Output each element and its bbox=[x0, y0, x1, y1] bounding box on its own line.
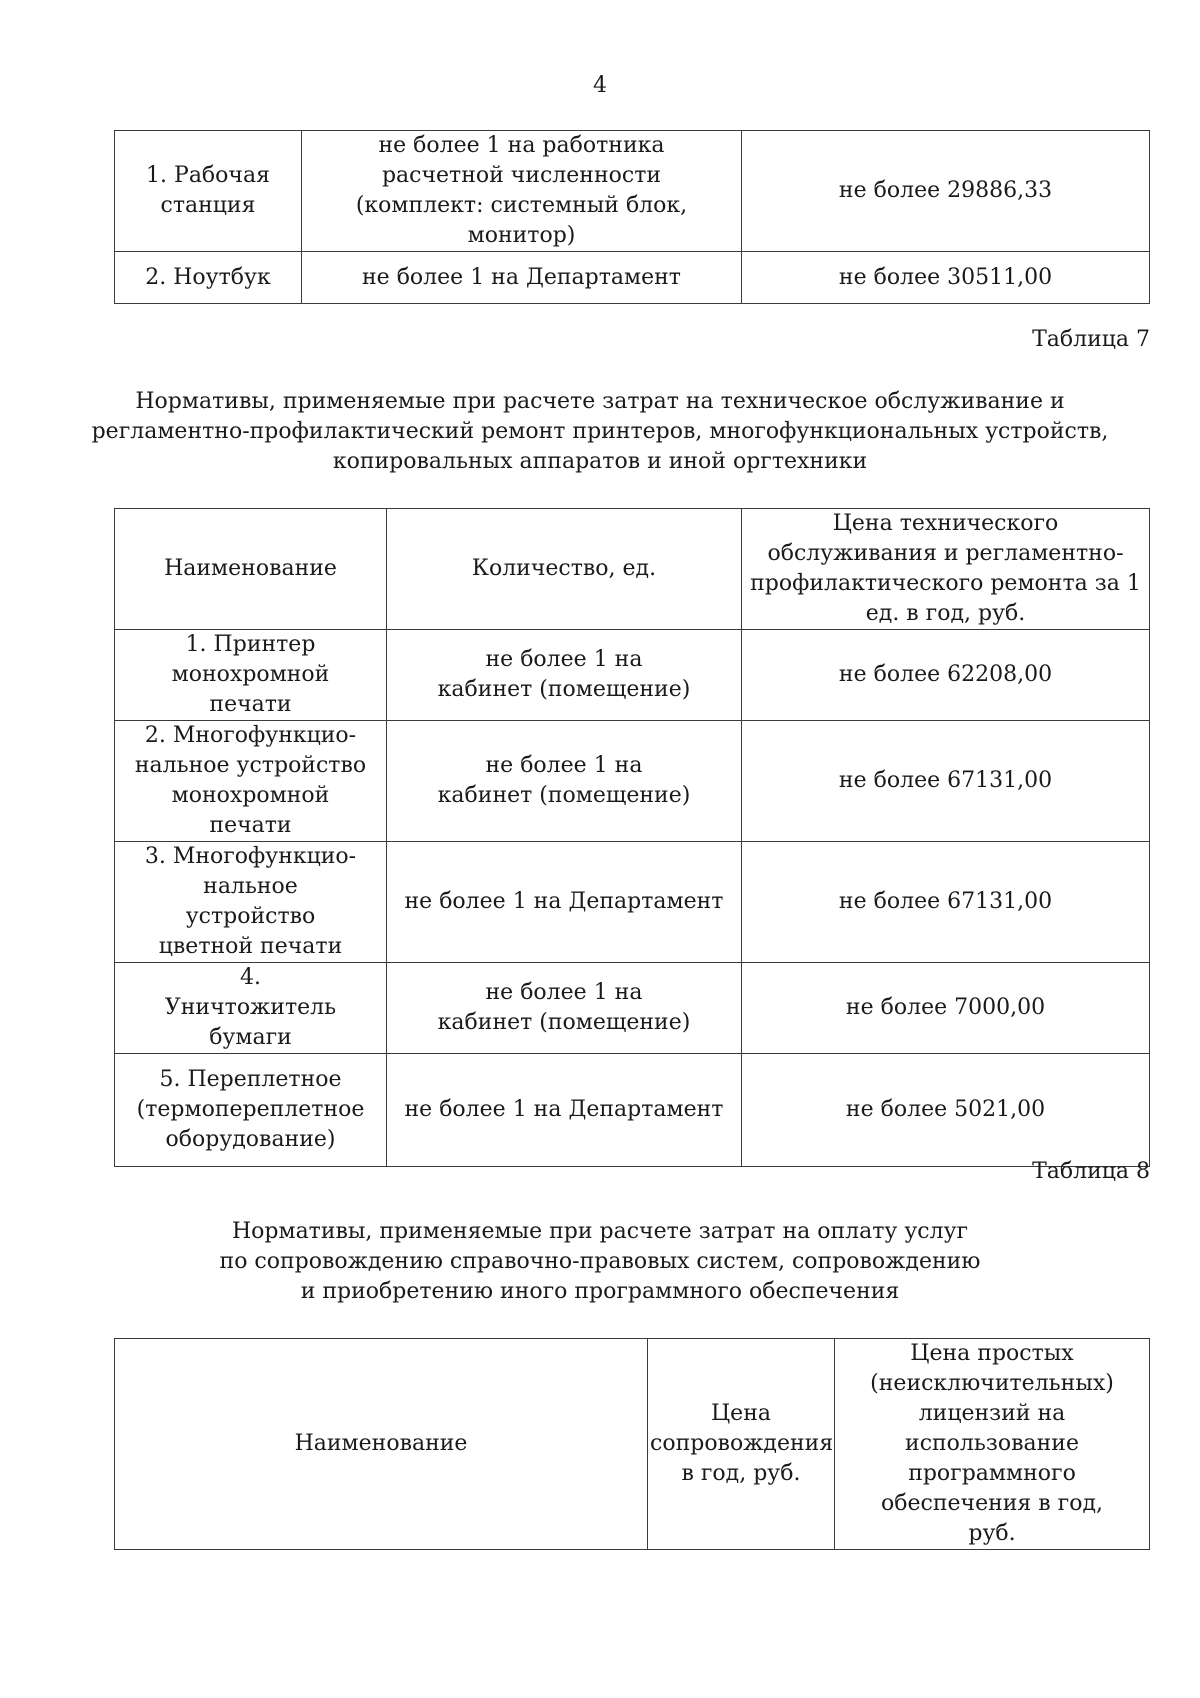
table8-title-line: и приобретению иного программного обеспечения bbox=[300, 1279, 900, 1304]
table-header-cell: Цена простых (неисключительных) лицензий на использование программного обеспечения в год, руб. bbox=[835, 1339, 1150, 1550]
table-cell: не более 1 на кабинет (помещение) bbox=[387, 630, 742, 721]
table-cell: не более 67131,00 bbox=[742, 842, 1150, 963]
table-row bbox=[115, 1054, 1150, 1167]
table8-label: Таблица 8 bbox=[1032, 1159, 1150, 1184]
table-cell: не более 62208,00 bbox=[742, 630, 1150, 721]
table-header-cell: Цена технического обслуживания и регламентно-профилактического ремонта за 1 ед. в год, руб. bbox=[742, 509, 1150, 630]
table-row bbox=[115, 252, 1150, 304]
table7 bbox=[114, 508, 1150, 1167]
table-cell: 2. Многофункцио-нальное устройство монохромной печати bbox=[115, 721, 387, 842]
table-row bbox=[115, 630, 1150, 721]
table-cell: не более 1 на Департамент bbox=[302, 252, 742, 304]
table-cell: 3. Многофункцио-нальное устройство цветной печати bbox=[115, 842, 387, 963]
table-header-cell: Цена сопровождения в год, руб. bbox=[648, 1339, 835, 1550]
table8 bbox=[114, 1338, 1150, 1550]
table-cell: не более 67131,00 bbox=[742, 721, 1150, 842]
table-cell: не более 7000,00 bbox=[742, 963, 1150, 1054]
table-cell: не более 29886,33 bbox=[742, 131, 1150, 252]
table-header-cell: Количество, ед. bbox=[387, 509, 742, 630]
table-header-cell: Наименование bbox=[115, 1339, 648, 1550]
table8-title-line: по сопровождению справочно-правовых систем, сопровождению bbox=[219, 1249, 981, 1274]
table-row bbox=[115, 842, 1150, 963]
table7-title bbox=[0, 387, 1200, 477]
table7-label: Таблица 7 bbox=[1032, 327, 1150, 352]
table-cell: не более 1 на работника расчетной численности (комплект: системный блок, монитор) bbox=[302, 131, 742, 252]
table7-title-line: Нормативы, применяемые при расчете затрат на техническое обслуживание и bbox=[135, 389, 1065, 414]
table-cell: не более 1 на Департамент bbox=[387, 1054, 742, 1167]
continuation-table bbox=[114, 130, 1150, 304]
table-cell: 1. Принтер монохромной печати bbox=[115, 630, 387, 721]
table8-title bbox=[0, 1217, 1200, 1307]
table-cell: 5. Переплетное (термопереплетное оборудование) bbox=[115, 1054, 387, 1167]
page-number: 4 bbox=[593, 73, 607, 98]
table8-title-line: Нормативы, применяемые при расчете затрат на оплату услуг bbox=[231, 1219, 969, 1244]
table-cell: 4. Уничтожитель бумаги bbox=[115, 963, 387, 1054]
table-header-row bbox=[115, 509, 1150, 630]
table-cell: не более 1 на Департамент bbox=[387, 842, 742, 963]
table-cell: не более 1 на кабинет (помещение) bbox=[387, 963, 742, 1054]
table-cell: не более 1 на кабинет (помещение) bbox=[387, 721, 742, 842]
table-cell: не более 30511,00 bbox=[742, 252, 1150, 304]
table-header-row bbox=[115, 1339, 1150, 1550]
table-cell: не более 5021,00 bbox=[742, 1054, 1150, 1167]
table7-title-line: регламентно-профилактический ремонт принтеров, многофункциональных устройств, bbox=[91, 419, 1109, 444]
table-header-cell: Наименование bbox=[115, 509, 387, 630]
table-row bbox=[115, 963, 1150, 1054]
table7-title-line: копировальных аппаратов и иной оргтехники bbox=[332, 449, 868, 474]
table-cell: 1. Рабочая станция bbox=[115, 131, 302, 252]
table-cell: 2. Ноутбук bbox=[115, 252, 302, 304]
table-row bbox=[115, 721, 1150, 842]
table-row bbox=[115, 131, 1150, 252]
